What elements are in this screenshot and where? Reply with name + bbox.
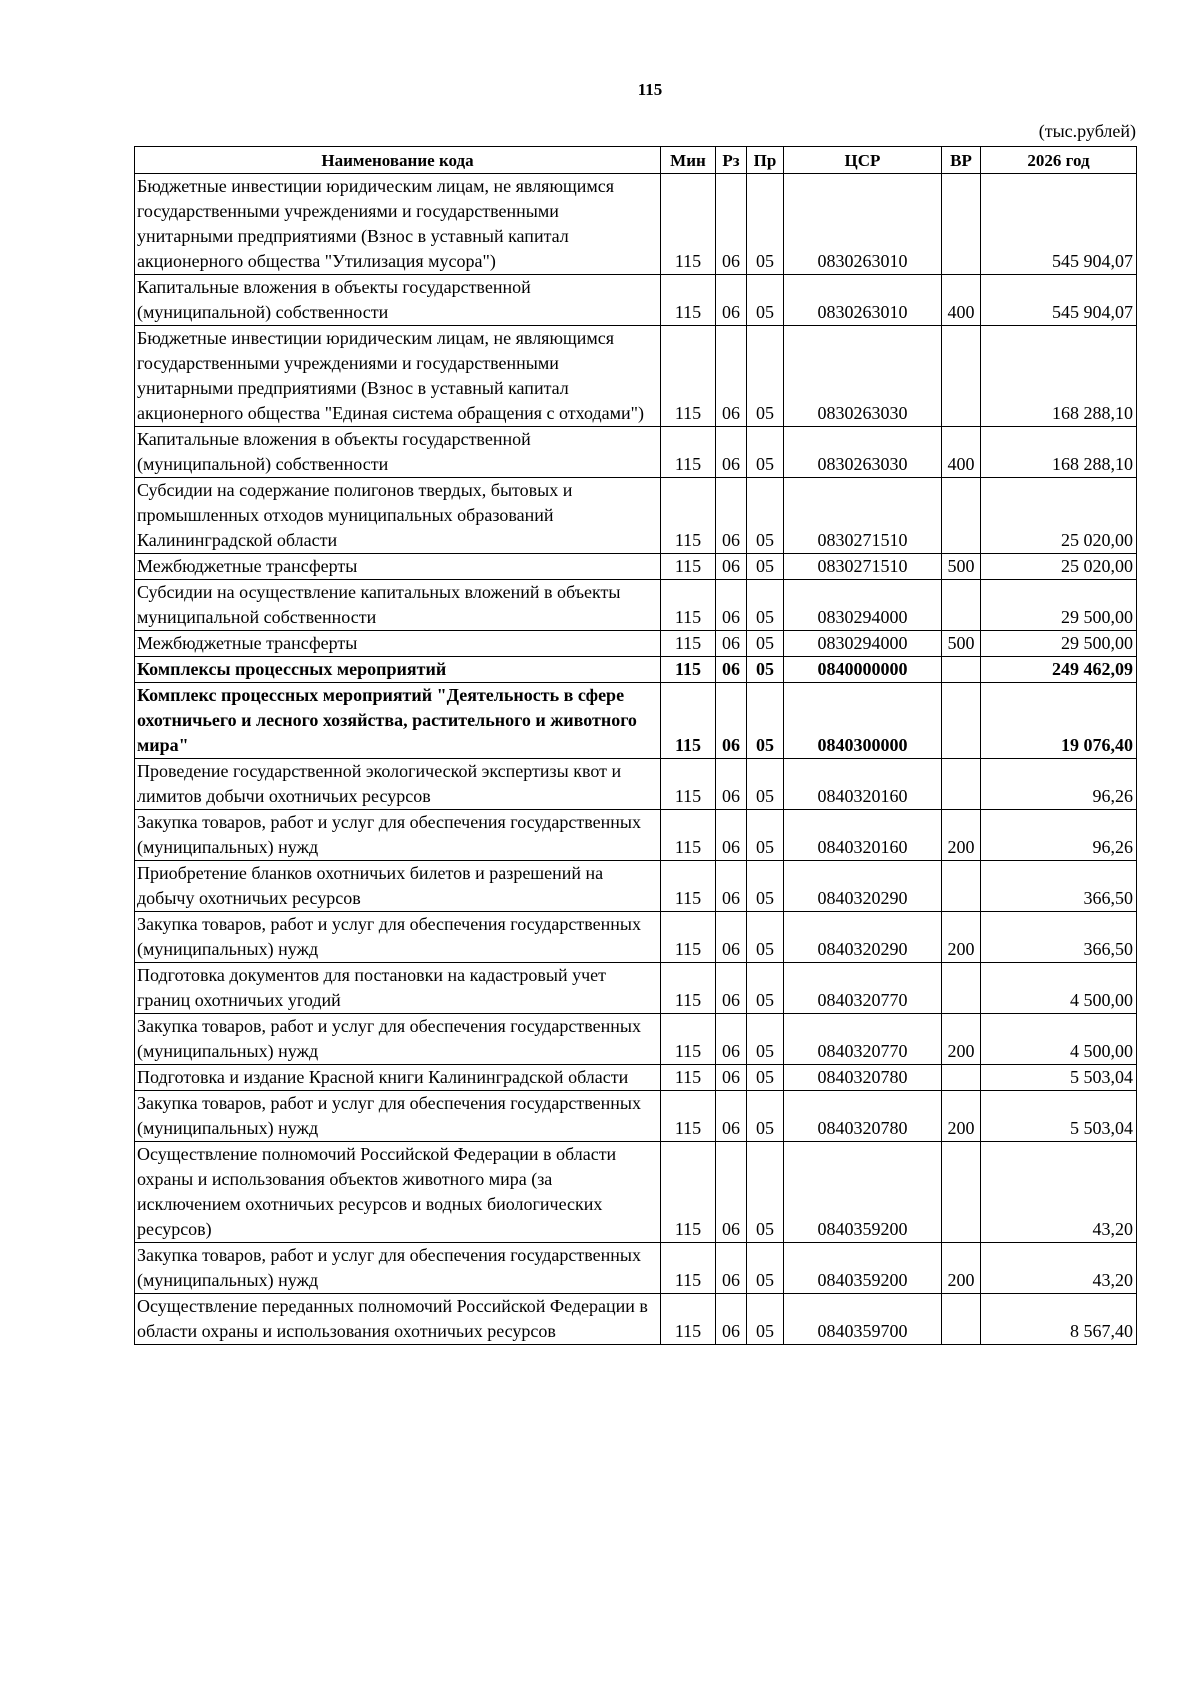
cell-vr [942, 1065, 981, 1091]
cell-name: Подготовка документов для постановки на кадастровый учет границ охотничьих угодий [135, 963, 661, 1014]
cell-csr: 0840359200 [784, 1243, 942, 1294]
cell-pr: 05 [747, 580, 784, 631]
cell-csr: 0830294000 [784, 580, 942, 631]
cell-rz: 06 [716, 326, 747, 427]
col-header-pr: Пр [747, 147, 784, 174]
cell-amount: 366,50 [981, 861, 1137, 912]
cell-rz: 06 [716, 478, 747, 554]
cell-rz: 06 [716, 683, 747, 759]
cell-vr: 400 [942, 275, 981, 326]
cell-vr: 200 [942, 1014, 981, 1065]
table-row [135, 1014, 1137, 1065]
cell-amount: 249 462,09 [981, 657, 1137, 683]
cell-min: 115 [661, 861, 716, 912]
cell-pr: 05 [747, 478, 784, 554]
cell-pr: 05 [747, 1142, 784, 1243]
cell-pr: 05 [747, 1243, 784, 1294]
cell-amount: 96,26 [981, 810, 1137, 861]
cell-csr: 0840320770 [784, 963, 942, 1014]
cell-rz: 06 [716, 759, 747, 810]
cell-vr [942, 861, 981, 912]
cell-csr: 0840320770 [784, 1014, 942, 1065]
cell-name: Комплекс процессных мероприятий "Деятельность в сфере охотничьего и лесного хозяйства, растительного и животного мира" [135, 683, 661, 759]
cell-rz: 06 [716, 861, 747, 912]
cell-name: Комплексы процессных мероприятий [135, 657, 661, 683]
cell-amount: 168 288,10 [981, 427, 1137, 478]
cell-name: Закупка товаров, работ и услуг для обеспечения государственных (муниципальных) нужд [135, 1243, 661, 1294]
cell-csr: 0840320160 [784, 810, 942, 861]
cell-rz: 06 [716, 631, 747, 657]
cell-vr [942, 657, 981, 683]
cell-min: 115 [661, 1142, 716, 1243]
cell-min: 115 [661, 1294, 716, 1345]
table-row [135, 1142, 1137, 1243]
cell-name: Субсидии на содержание полигонов твердых, бытовых и промышленных отходов муниципальных образований Калининградской области [135, 478, 661, 554]
table-row [135, 861, 1137, 912]
table-row [135, 174, 1137, 275]
cell-min: 115 [661, 963, 716, 1014]
cell-amount: 5 503,04 [981, 1091, 1137, 1142]
cell-rz: 06 [716, 1294, 747, 1345]
cell-min: 115 [661, 631, 716, 657]
table-row [135, 1243, 1137, 1294]
cell-pr: 05 [747, 174, 784, 275]
cell-name: Бюджетные инвестиции юридическим лицам, не являющимся государственными учреждениями и государственными унитарными предприятиями (Взнос в уставный капитал акционерного общества "Утилизация мусора") [135, 174, 661, 275]
cell-pr: 05 [747, 759, 784, 810]
cell-pr: 05 [747, 275, 784, 326]
table-row [135, 683, 1137, 759]
cell-pr: 05 [747, 1091, 784, 1142]
col-header-vr: ВР [942, 147, 981, 174]
cell-amount: 4 500,00 [981, 1014, 1137, 1065]
cell-name: Осуществление полномочий Российской Федерации в области охраны и использования объектов животного мира (за исключением охотничьих ресурсов и водных биологических ресурсов) [135, 1142, 661, 1243]
cell-min: 115 [661, 275, 716, 326]
cell-pr: 05 [747, 326, 784, 427]
cell-amount: 43,20 [981, 1243, 1137, 1294]
cell-vr: 200 [942, 810, 981, 861]
cell-csr: 0840000000 [784, 657, 942, 683]
cell-rz: 06 [716, 427, 747, 478]
cell-min: 115 [661, 326, 716, 427]
cell-min: 115 [661, 759, 716, 810]
cell-name: Капитальные вложения в объекты государственной (муниципальной) собственности [135, 427, 661, 478]
cell-min: 115 [661, 554, 716, 580]
table-row [135, 580, 1137, 631]
cell-min: 115 [661, 1091, 716, 1142]
cell-vr: 400 [942, 427, 981, 478]
table-row [135, 554, 1137, 580]
col-header-rz: Рз [716, 147, 747, 174]
cell-pr: 05 [747, 683, 784, 759]
cell-name: Межбюджетные трансферты [135, 554, 661, 580]
cell-pr: 05 [747, 554, 784, 580]
cell-pr: 05 [747, 657, 784, 683]
cell-vr: 200 [942, 1091, 981, 1142]
cell-pr: 05 [747, 810, 784, 861]
cell-amount: 5 503,04 [981, 1065, 1137, 1091]
cell-amount: 25 020,00 [981, 478, 1137, 554]
cell-rz: 06 [716, 1014, 747, 1065]
cell-csr: 0830263010 [784, 174, 942, 275]
cell-pr: 05 [747, 1065, 784, 1091]
cell-csr: 0830294000 [784, 631, 942, 657]
cell-min: 115 [661, 174, 716, 275]
cell-vr [942, 759, 981, 810]
table-row [135, 631, 1137, 657]
cell-amount: 29 500,00 [981, 580, 1137, 631]
table-row [135, 759, 1137, 810]
cell-vr [942, 963, 981, 1014]
cell-rz: 06 [716, 810, 747, 861]
cell-amount: 43,20 [981, 1142, 1137, 1243]
cell-csr: 0840320780 [784, 1091, 942, 1142]
cell-vr [942, 683, 981, 759]
cell-name: Осуществление переданных полномочий Российской Федерации в области охраны и использования охотничьих ресурсов [135, 1294, 661, 1345]
table-row [135, 478, 1137, 554]
cell-rz: 06 [716, 174, 747, 275]
cell-rz: 06 [716, 963, 747, 1014]
cell-name: Закупка товаров, работ и услуг для обеспечения государственных (муниципальных) нужд [135, 912, 661, 963]
cell-rz: 06 [716, 912, 747, 963]
cell-csr: 0840320290 [784, 861, 942, 912]
cell-name: Закупка товаров, работ и услуг для обеспечения государственных (муниципальных) нужд [135, 810, 661, 861]
cell-csr: 0840359200 [784, 1142, 942, 1243]
cell-amount: 19 076,40 [981, 683, 1137, 759]
cell-amount: 545 904,07 [981, 275, 1137, 326]
col-header-amount: 2026 год [981, 147, 1137, 174]
cell-name: Межбюджетные трансферты [135, 631, 661, 657]
cell-csr: 0830263030 [784, 427, 942, 478]
cell-rz: 06 [716, 580, 747, 631]
cell-name: Бюджетные инвестиции юридическим лицам, не являющимся государственными учреждениями и государственными унитарными предприятиями (Взнос в уставный капитал акционерного общества "Единая система обращения с отходами") [135, 326, 661, 427]
table-header-row [135, 147, 1137, 174]
cell-vr [942, 478, 981, 554]
cell-csr: 0830263010 [784, 275, 942, 326]
cell-min: 115 [661, 912, 716, 963]
cell-pr: 05 [747, 912, 784, 963]
cell-amount: 545 904,07 [981, 174, 1137, 275]
cell-pr: 05 [747, 1014, 784, 1065]
cell-min: 115 [661, 1014, 716, 1065]
col-header-name: Наименование кода [135, 147, 661, 174]
page-number: 115 [637, 80, 663, 99]
cell-amount: 366,50 [981, 912, 1137, 963]
cell-name: Закупка товаров, работ и услуг для обеспечения государственных (муниципальных) нужд [135, 1014, 661, 1065]
cell-name: Подготовка и издание Красной книги Калининградской области [135, 1065, 661, 1091]
table-row [135, 657, 1137, 683]
cell-vr [942, 1142, 981, 1243]
cell-name: Закупка товаров, работ и услуг для обеспечения государственных (муниципальных) нужд [135, 1091, 661, 1142]
cell-amount: 96,26 [981, 759, 1137, 810]
cell-vr: 500 [942, 554, 981, 580]
table-row [135, 1065, 1137, 1091]
budget-table [134, 146, 1137, 1345]
cell-rz: 06 [716, 1091, 747, 1142]
cell-rz: 06 [716, 1243, 747, 1294]
table-body [135, 174, 1137, 1345]
cell-amount: 168 288,10 [981, 326, 1137, 427]
cell-rz: 06 [716, 657, 747, 683]
cell-pr: 05 [747, 427, 784, 478]
cell-vr [942, 174, 981, 275]
cell-csr: 0830263030 [784, 326, 942, 427]
cell-min: 115 [661, 478, 716, 554]
cell-pr: 05 [747, 631, 784, 657]
cell-rz: 06 [716, 1065, 747, 1091]
table-row [135, 963, 1137, 1014]
cell-csr: 0840359700 [784, 1294, 942, 1345]
cell-csr: 0830271510 [784, 554, 942, 580]
cell-name: Приобретение бланков охотничьих билетов и разрешений на добычу охотничьих ресурсов [135, 861, 661, 912]
cell-rz: 06 [716, 1142, 747, 1243]
table-row [135, 1294, 1137, 1345]
cell-min: 115 [661, 1243, 716, 1294]
cell-csr: 0830271510 [784, 478, 942, 554]
table-row [135, 810, 1137, 861]
cell-csr: 0840320290 [784, 912, 942, 963]
col-header-csr: ЦСР [784, 147, 942, 174]
table-row [135, 275, 1137, 326]
cell-vr [942, 1294, 981, 1345]
table-row [135, 326, 1137, 427]
cell-vr: 500 [942, 631, 981, 657]
cell-rz: 06 [716, 275, 747, 326]
cell-min: 115 [661, 683, 716, 759]
cell-rz: 06 [716, 554, 747, 580]
cell-name: Проведение государственной экологической экспертизы квот и лимитов добычи охотничьих ресурсов [135, 759, 661, 810]
cell-name: Капитальные вложения в объекты государственной (муниципальной) собственности [135, 275, 661, 326]
cell-csr: 0840320780 [784, 1065, 942, 1091]
cell-pr: 05 [747, 861, 784, 912]
cell-pr: 05 [747, 1294, 784, 1345]
cell-min: 115 [661, 657, 716, 683]
table-row [135, 1091, 1137, 1142]
cell-min: 115 [661, 810, 716, 861]
cell-amount: 4 500,00 [981, 963, 1137, 1014]
cell-pr: 05 [747, 963, 784, 1014]
cell-vr [942, 580, 981, 631]
cell-vr: 200 [942, 1243, 981, 1294]
cell-name: Субсидии на осуществление капитальных вложений в объекты муниципальной собственности [135, 580, 661, 631]
cell-vr [942, 326, 981, 427]
cell-amount: 25 020,00 [981, 554, 1137, 580]
cell-csr: 0840320160 [784, 759, 942, 810]
units-label: (тыс.рублей) [1038, 121, 1136, 141]
cell-min: 115 [661, 1065, 716, 1091]
cell-csr: 0840300000 [784, 683, 942, 759]
table-row [135, 427, 1137, 478]
cell-amount: 8 567,40 [981, 1294, 1137, 1345]
cell-min: 115 [661, 427, 716, 478]
cell-amount: 29 500,00 [981, 631, 1137, 657]
col-header-min: Мин [661, 147, 716, 174]
cell-vr: 200 [942, 912, 981, 963]
table-row [135, 912, 1137, 963]
cell-min: 115 [661, 580, 716, 631]
